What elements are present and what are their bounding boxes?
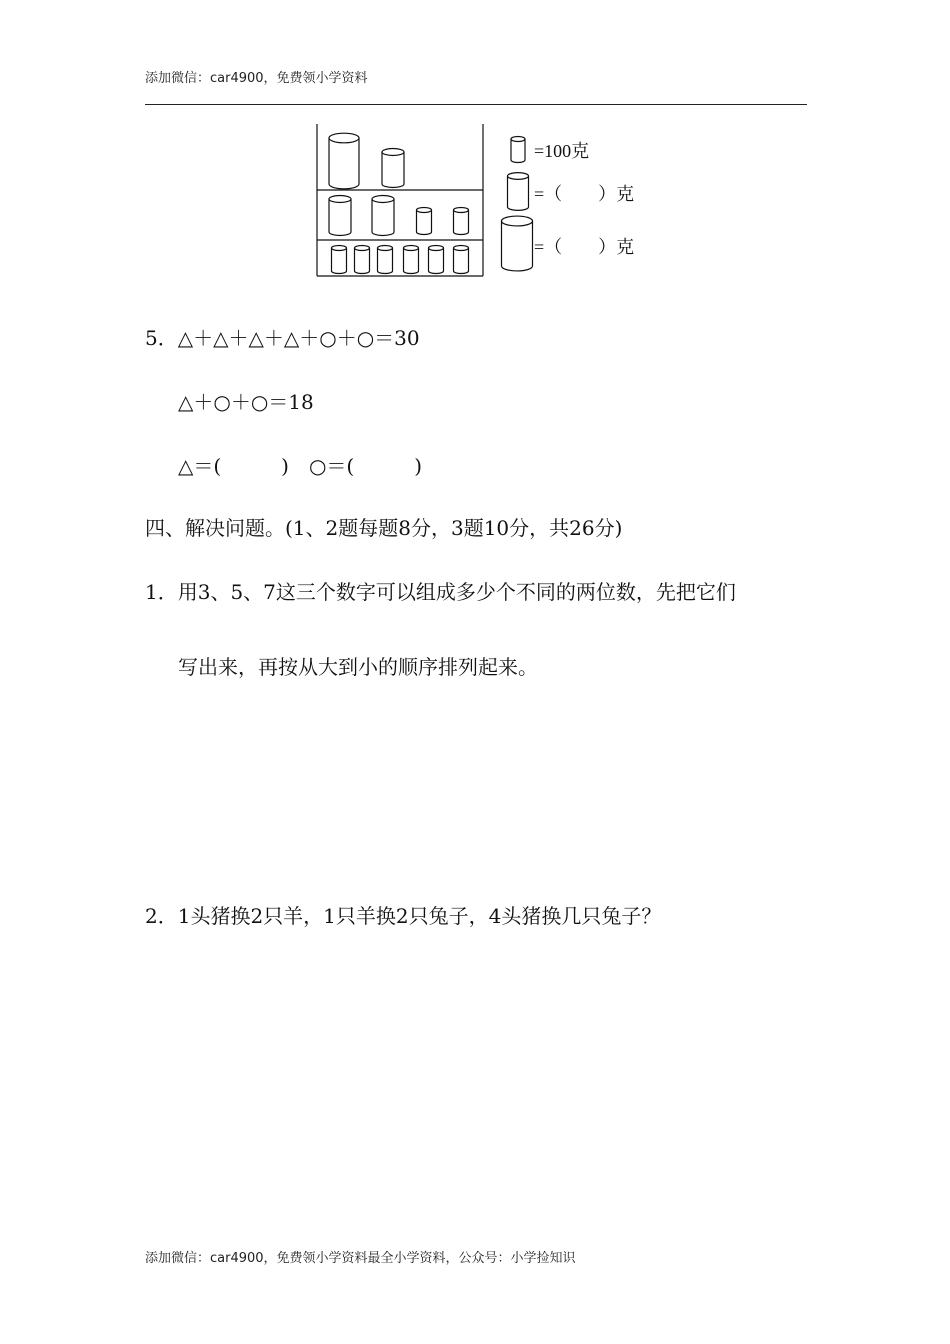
section4-heading: 四、解决问题。(1、2题每题8分，3题10分，共26分) [145,516,623,540]
problem1-line2: 写出来，再按从大到小的顺序排列起来。 [178,655,538,679]
problem1-line1: 1．用3、5、7这三个数字可以组成多少个不同的两位数，先把它们 [145,580,736,604]
page-footer: 添加微信：car4900，免费领小学资料最全小学资料，公众号：小学捡知识 [145,1251,576,1266]
page-header: 添加微信：car4900，免费领小学资料 [145,71,368,86]
medium-cylinder [329,195,351,235]
small-cylinder [454,208,469,235]
q5-line1: 5．△＋△＋△＋△＋○＋○＝30 [145,326,420,350]
small-cylinder [429,246,444,274]
problem2: 2．1头猪换2只羊，1只羊换2只兔子，4头猪换几只兔子？ [145,904,662,928]
q5-line3: △＝( ) ○＝( ) [178,454,423,478]
small-cylinder [454,246,469,274]
small-cylinder [355,246,370,274]
legend-large-cylinder [502,216,533,271]
legend-large-label: =（ ）克 [534,237,635,257]
legend-medium-cylinder [508,173,529,211]
large-cylinder [329,133,359,189]
cylinder-figure [0,0,950,300]
medium-cylinder [372,195,394,235]
legend-small-label: =100克 [534,141,590,161]
small-cylinder [417,208,432,235]
medium-cylinder [382,148,404,187]
small-cylinder [378,246,393,274]
small-cylinder [404,246,419,274]
q5-line2: △＋○＋○＝18 [178,390,314,414]
legend-small-cylinder [511,137,525,163]
legend-medium-label: =（ ）克 [534,184,635,204]
small-cylinder [332,246,347,274]
